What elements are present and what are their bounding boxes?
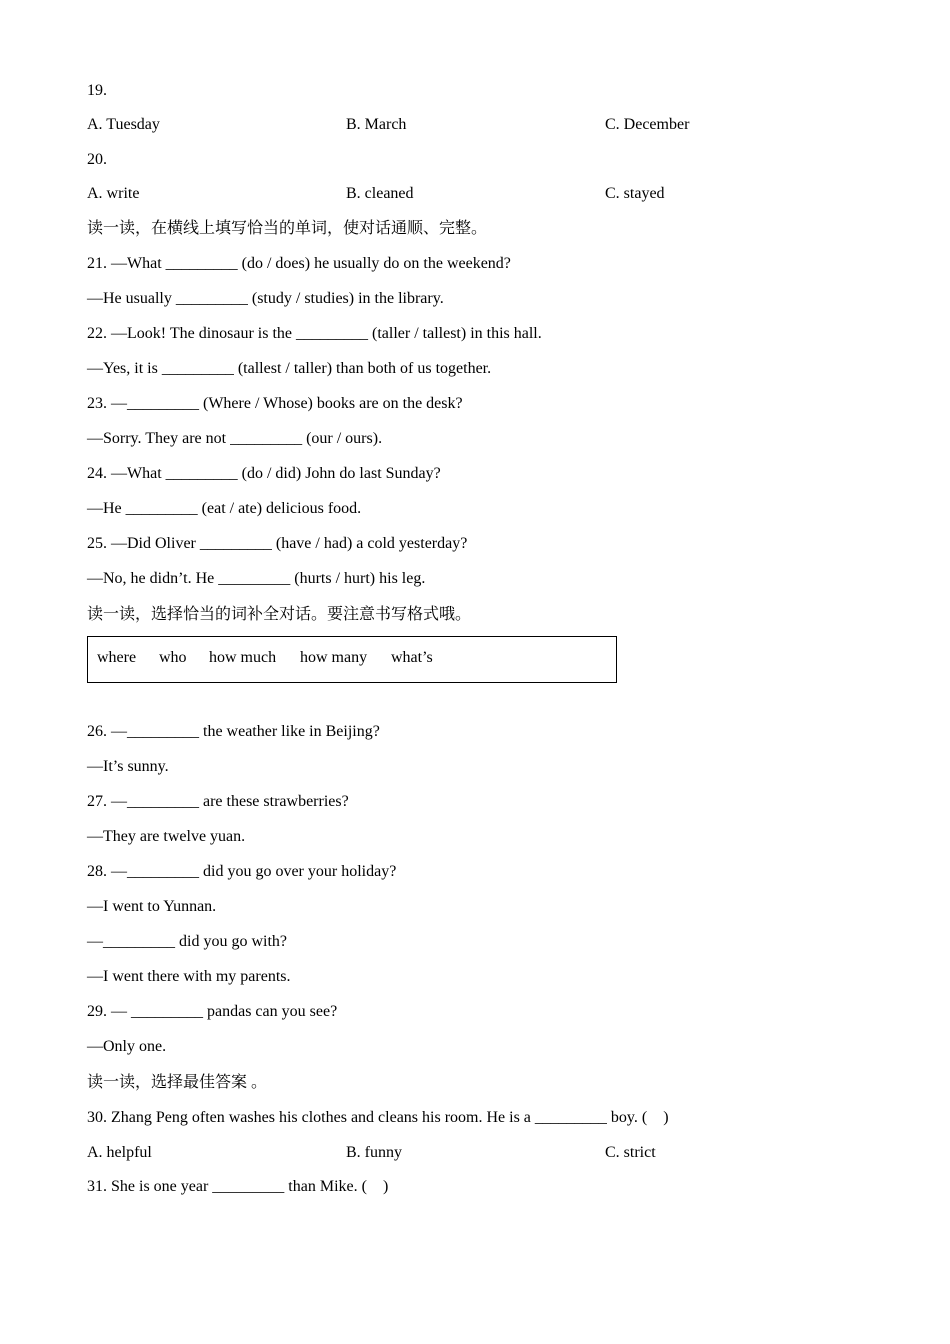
dialogue-line: 26. —_________ the weather like in Beijing? [87, 723, 380, 740]
dialogue-line: —He usually _________ (study / studies) in the library. [87, 290, 444, 307]
dialogue-line: 22. —Look! The dinosaur is the _________ (taller / tallest) in this hall. [87, 325, 542, 342]
dialogue-line: —No, he didn’t. He _________ (hurts / hurt) his leg. [87, 570, 426, 587]
dialogue-line: —It’s sunny. [87, 758, 169, 775]
option-a: A. Tuesday [87, 116, 160, 133]
section-instruction-fill: 读一读，在横线上填写恰当的单词，使对话通顺、完整。 [87, 220, 488, 237]
dialogue-line: 25. —Did Oliver _________ (have / had) a cold yesterday? [87, 535, 468, 552]
option-c: C. strict [605, 1144, 656, 1161]
dialogue-line: 28. —_________ did you go over your holiday? [87, 863, 397, 880]
word-box-item: who [159, 649, 187, 666]
options-19 [87, 115, 887, 135]
dialogue-line: —He _________ (eat / ate) delicious food. [87, 500, 362, 517]
option-b: B. cleaned [346, 185, 414, 202]
dialogue-line: —Sorry. They are not _________ (our / ours). [87, 430, 383, 447]
options-20 [87, 184, 887, 204]
word-box [87, 636, 617, 683]
question-number-19: 19. [87, 82, 107, 99]
word-box-item: how much [209, 649, 277, 666]
section-instruction-best-answer: 读一读，选择最佳答案 。 [87, 1074, 268, 1091]
question-number-20: 20. [87, 151, 107, 168]
section-instruction-choose-words: 读一读，选择恰当的词补全对话。要注意书写格式哦。 [87, 606, 472, 623]
options-30 [87, 1143, 887, 1163]
dialogue-line: 23. —_________ (Where / Whose) books are on the desk? [87, 395, 463, 412]
word-box-item: how many [300, 649, 368, 666]
dialogue-line: 29. — _________ pandas can you see? [87, 1003, 338, 1020]
dialogue-line: —I went to Yunnan. [87, 898, 217, 915]
dialogue-line: —I went there with my parents. [87, 968, 291, 985]
dialogue-line: —_________ did you go with? [87, 933, 287, 950]
dialogue-line: 24. —What _________ (do / did) John do last Sunday? [87, 465, 441, 482]
question-31: 31. She is one year _________ than Mike. ( ) [87, 1178, 389, 1195]
question-30: 30. Zhang Peng often washes his clothes and cleans his room. He is a _________ boy. ( ) [87, 1109, 669, 1126]
dialogue-line: 21. —What _________ (do / does) he usually do on the weekend? [87, 255, 511, 272]
option-b: B. funny [346, 1144, 402, 1161]
option-b: B. March [346, 116, 407, 133]
option-a: A. write [87, 185, 140, 202]
dialogue-line: —Only one. [87, 1038, 167, 1055]
word-box-item: where [97, 649, 137, 666]
dialogue-line: 27. —_________ are these strawberries? [87, 793, 349, 810]
dialogue-line: —They are twelve yuan. [87, 828, 246, 845]
option-a: A. helpful [87, 1144, 152, 1161]
option-c: C. stayed [605, 185, 665, 202]
option-c: C. December [605, 116, 690, 133]
word-box-item: what’s [391, 649, 433, 666]
dialogue-line: —Yes, it is _________ (tallest / taller) than both of us together. [87, 360, 492, 377]
